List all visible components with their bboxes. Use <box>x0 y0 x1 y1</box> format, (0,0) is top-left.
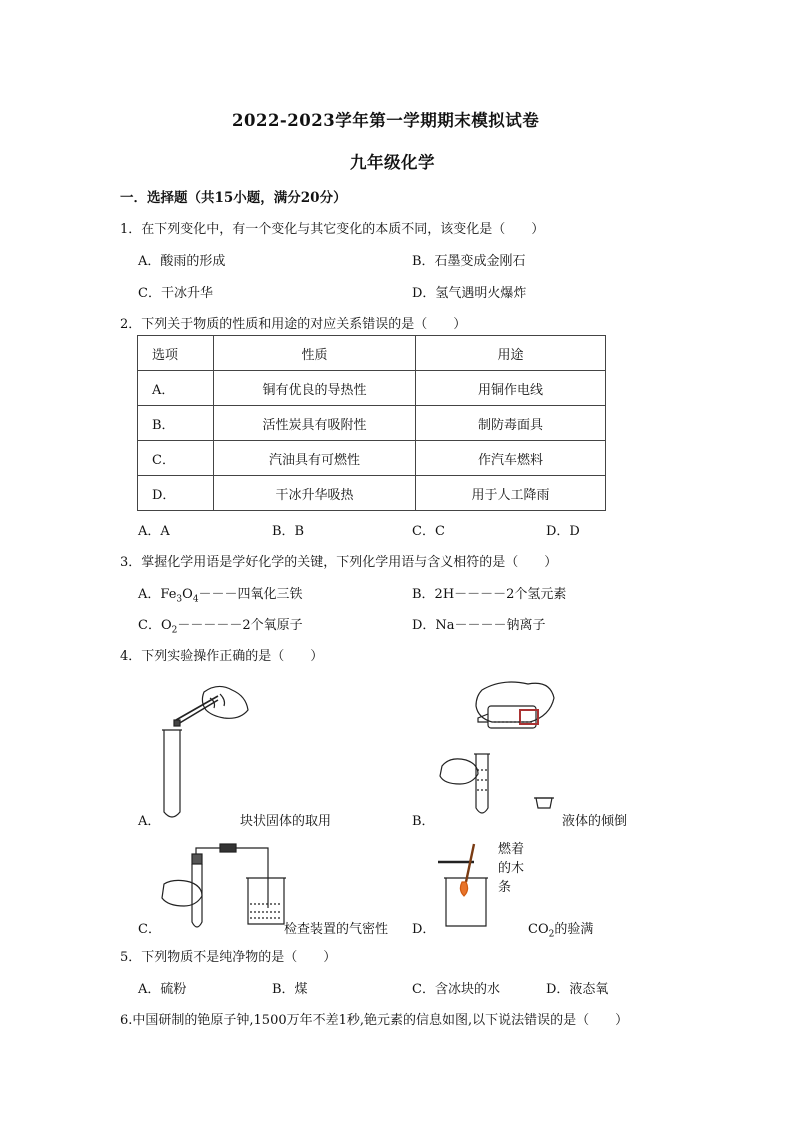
q3-a-sub: 3 <box>176 594 183 605</box>
q3-option-b: B．2H－－－－2个氢元素 <box>412 587 567 602</box>
table-cell: C． <box>138 441 214 476</box>
table-cell: 铜有优良的导热性 <box>214 371 416 406</box>
q5-option-a: A．硫粉 <box>138 982 187 997</box>
burning-stick-label-line: 燃着 <box>498 842 525 857</box>
q5-option-c: C．含冰块的水 <box>412 982 500 997</box>
table-cell: 用于人工降雨 <box>416 476 606 511</box>
q3-a-text: －－－四氧化三铁 <box>198 587 303 602</box>
q5-option-d: D．液态氧 <box>546 982 609 997</box>
table-row <box>138 476 606 511</box>
airtightness-check-figure <box>160 838 290 933</box>
q1-option-b: B．石墨变成金刚石 <box>412 254 526 269</box>
q4-option-b-letter: B． <box>412 814 435 829</box>
table-header-cell: 选项 <box>138 336 214 371</box>
table-header-cell: 性质 <box>214 336 416 371</box>
q3-c-text: －－－－－2个氧原子 <box>177 618 303 633</box>
q3-c-sub: 2 <box>171 625 178 636</box>
q2-option-b: B．B <box>272 524 305 539</box>
q4-option-c-letter: C． <box>138 922 161 937</box>
table-cell: D． <box>138 476 214 511</box>
q4-d-caption-text: 的验满 <box>554 922 594 937</box>
burning-stick-label <box>498 840 524 897</box>
q1-option-a: A．酸雨的形成 <box>138 254 226 269</box>
table-cell: 活性炭具有吸附性 <box>214 406 416 441</box>
table-cell: A． <box>138 371 214 406</box>
q4-option-c-caption: 检查装置的气密性 <box>284 922 389 937</box>
q1-option-d: D．氢气遇明火爆炸 <box>412 286 527 301</box>
solid-sampling-figure <box>160 680 250 822</box>
q5-option-b: B．煤 <box>272 982 308 997</box>
q4-option-a-caption: 块状固体的取用 <box>240 814 332 829</box>
table-cell: B． <box>138 406 214 441</box>
q3-c-text: C．O <box>138 618 172 633</box>
table-row <box>138 406 606 441</box>
table-row <box>138 441 606 476</box>
table-cell: 干冰升华吸热 <box>214 476 416 511</box>
question-6-stem: 6.中国研制的铯原子钟,1500万年不差1秒,铯元素的信息如图,以下说法错误的是（ ） <box>120 1013 629 1028</box>
q1-option-c: C．干冰升华 <box>138 286 213 301</box>
q2-option-c: C．C <box>412 524 445 539</box>
question-4-stem: 4．下列实验操作正确的是（ ） <box>120 649 324 664</box>
table-header-row <box>138 336 606 371</box>
q4-d-caption-sub: 2 <box>548 929 555 940</box>
exam-subtitle: 九年级化学 <box>350 153 435 172</box>
q4-option-b-caption: 液体的倾倒 <box>562 814 628 829</box>
burning-stick-label-line: 条 <box>498 880 512 895</box>
table-cell: 作汽车燃料 <box>416 441 606 476</box>
burning-stick-label-line: 的木 <box>498 861 525 876</box>
section-heading: 一．选择题（共15小题，满分20分） <box>120 190 347 206</box>
co2-full-test-figure <box>434 838 494 933</box>
q3-a-text: O <box>182 587 193 602</box>
question-3-stem: 3．掌握化学用语是学好化学的关键，下列化学用语与含义相符的是（ ） <box>120 555 558 570</box>
exam-title: 2022-2023学年第一学期期末模拟试卷 <box>232 111 540 130</box>
q4-option-a-letter: A． <box>138 814 161 829</box>
question-2-stem: 2．下列关于物质的性质和用途的对应关系错误的是（ ） <box>120 317 467 332</box>
q4-option-d-caption <box>528 918 593 940</box>
property-use-table <box>137 335 606 511</box>
q3-option-c <box>138 614 303 636</box>
table-header-cell: 用途 <box>416 336 606 371</box>
q3-option-a <box>138 583 303 605</box>
table-cell: 汽油具有可燃性 <box>214 441 416 476</box>
table-cell: 用铜作电线 <box>416 371 606 406</box>
q3-a-text: A．Fe <box>138 587 177 602</box>
q3-a-sub: 4 <box>192 594 199 605</box>
q4-option-d-letter: D． <box>412 922 436 937</box>
q2-option-d: D．D <box>546 524 580 539</box>
table-cell: 制防毒面具 <box>416 406 606 441</box>
question-5-stem: 5．下列物质不是纯净物的是（ ） <box>120 950 337 965</box>
q4-d-caption-text: CO <box>528 922 549 937</box>
q2-option-a: A．A <box>138 524 170 539</box>
table-row <box>138 371 606 406</box>
q3-option-d: D．Na－－－－钠离子 <box>412 618 546 633</box>
question-1-stem: 1．在下列变化中，有一个变化与其它变化的本质不同，该变化是（ ） <box>120 222 545 237</box>
liquid-pouring-figure <box>432 670 562 820</box>
